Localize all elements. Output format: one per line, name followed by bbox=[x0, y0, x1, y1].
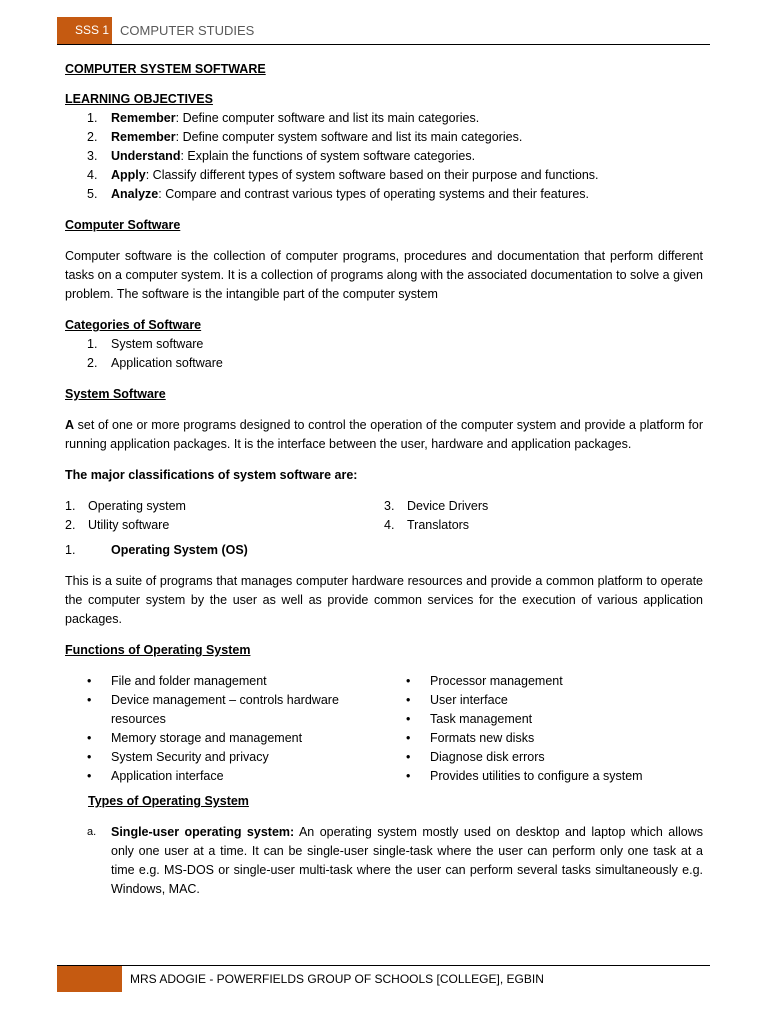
function-item: • Diagnose disk errors bbox=[384, 748, 703, 767]
function-item: • Provides utilities to configure a system bbox=[384, 767, 703, 786]
objective-item: 1. Remember: Define computer software and list its main categories. bbox=[87, 111, 480, 125]
categories-list bbox=[65, 335, 703, 373]
classification-item: 4. Translators bbox=[384, 518, 470, 532]
classifications-heading: The major classifications of system software are: bbox=[65, 468, 358, 482]
objective-item: 5. Analyze: Compare and contrast various types of operating systems and their features. bbox=[87, 187, 590, 201]
category-item: 1. System software bbox=[87, 337, 204, 351]
classification-item: 1. Operating system bbox=[65, 499, 186, 513]
classification-item: 3. Device Drivers bbox=[384, 499, 489, 513]
footer-text: MRS ADOGIE - POWERFIELDS GROUP OF SCHOOLS [COLLEGE], EGBIN bbox=[130, 972, 544, 986]
function-item: • System Security and privacy bbox=[65, 748, 384, 767]
function-item: • File and folder management bbox=[65, 672, 384, 691]
classifications-list bbox=[65, 497, 703, 535]
system-software-heading: System Software bbox=[65, 387, 166, 401]
functions-heading: Functions of Operating System bbox=[65, 643, 251, 657]
function-item: • Application interface bbox=[65, 767, 384, 786]
classification-item: 2. Utility software bbox=[65, 518, 170, 532]
class-badge: SSS 1 bbox=[57, 17, 112, 44]
os-paragraph: This is a suite of programs that manages computer hardware resources and provide a common platform to operate the computer system by the user as well as provide common services for the execution of various application packages. bbox=[65, 574, 703, 626]
objectives-heading: LEARNING OBJECTIVES bbox=[65, 92, 213, 106]
computer-software-paragraph: Computer software is the collection of computer programs, procedures and documentation that perform different tasks on a computer system. It is a collection of programs along with the associated documentation to solve a given problem. The software is the intangible part of the computer system bbox=[65, 249, 703, 301]
document-title: COMPUTER SYSTEM SOFTWARE bbox=[65, 62, 266, 76]
os-heading: 1. Operating System (OS) bbox=[65, 543, 248, 557]
subject-title: COMPUTER STUDIES bbox=[120, 23, 255, 38]
function-item: • Task management bbox=[384, 710, 703, 729]
objectives-list bbox=[65, 109, 703, 204]
function-item: • Memory storage and management bbox=[65, 729, 384, 748]
function-item: • Device management – controls hardware resources bbox=[65, 691, 384, 729]
functions-list bbox=[65, 672, 703, 786]
objective-item: 4. Apply: Classify different types of system software based on their purpose and functions. bbox=[87, 168, 599, 182]
system-software-paragraph: A set of one or more programs designed to control the operation of the computer system and provide a platform for running application packages. It is the interface between the user, hardware and application packages. bbox=[65, 418, 703, 451]
categories-heading: Categories of Software bbox=[65, 318, 202, 332]
objective-item: 2. Remember: Define computer system software and list its main categories. bbox=[87, 130, 523, 144]
objective-item: 3. Understand: Explain the functions of system software categories. bbox=[87, 149, 476, 163]
function-item: • Formats new disks bbox=[384, 729, 703, 748]
type-item: a. Single-user operating system: An operating system mostly used on desktop and laptop which allows only one user at a time. It can be single-user single-task where the user can perform only one task at a time e.g. MS-DOS or single-user multi-task where the user can perform several tasks simultaneously e.g. Windows, MAC. bbox=[87, 825, 703, 896]
page-footer bbox=[57, 965, 710, 992]
function-item: • User interface bbox=[384, 691, 703, 710]
types-heading: Types of Operating System bbox=[88, 794, 249, 808]
computer-software-heading: Computer Software bbox=[65, 218, 181, 232]
page-header bbox=[57, 17, 710, 45]
category-item: 2. Application software bbox=[87, 356, 223, 370]
function-item: • Processor management bbox=[384, 672, 703, 691]
document-body bbox=[65, 60, 703, 899]
footer-badge bbox=[57, 966, 122, 992]
